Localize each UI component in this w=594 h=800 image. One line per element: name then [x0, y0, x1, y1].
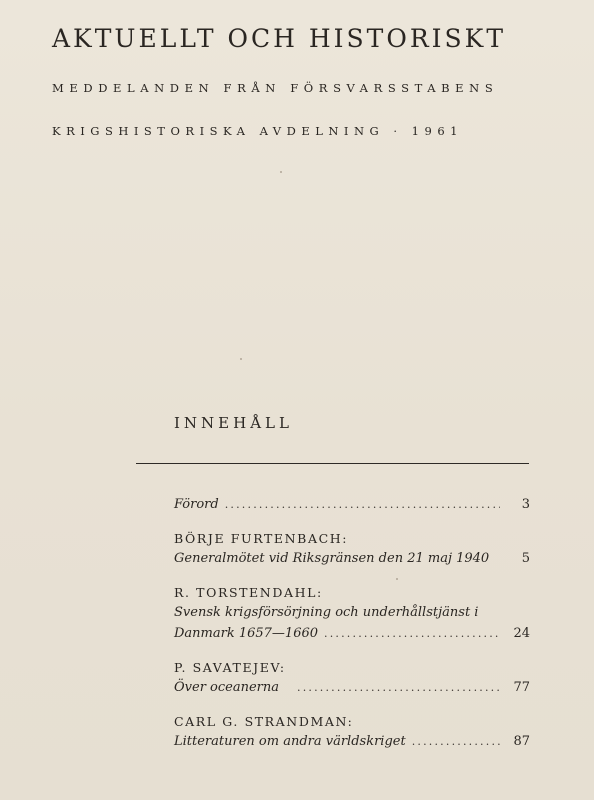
toc-entry-strandman	[174, 713, 530, 752]
toc-line	[174, 677, 530, 698]
toc-entry-foreword	[174, 494, 530, 515]
toc-page-number: 3	[521, 497, 530, 512]
toc-entry-author: P. SAVATEJEV:	[174, 660, 286, 675]
paper-speck	[280, 171, 282, 173]
toc-page-number: 87	[513, 734, 530, 749]
toc-entry-title: Förord	[174, 497, 219, 512]
publication-subtitle-line-2: KRIGSHISTORISKA AVDELNING · 1961	[52, 124, 463, 138]
toc-line	[174, 623, 530, 644]
toc-entry-furtenbach	[174, 530, 530, 569]
paper-speck	[240, 358, 242, 360]
toc-entry-title: Generalmötet vid Riksgränsen den 21 maj 1940	[174, 551, 490, 566]
publication-subtitle-line-1: MEDDELANDEN FRÅN FÖRSVARSSTABENS	[52, 81, 499, 95]
toc-entry-title: Litteraturen om andra världskriget	[174, 734, 406, 749]
dot-leader	[297, 677, 500, 698]
toc-line	[174, 494, 530, 515]
toc-entry-savatejev	[174, 659, 530, 698]
toc-page-number: 24	[513, 626, 530, 641]
toc-entry-torstendahl	[174, 584, 530, 644]
paper-speck	[396, 578, 398, 580]
table-of-contents	[174, 494, 530, 767]
toc-line	[174, 548, 530, 569]
dot-leader	[412, 731, 500, 752]
toc-entry-title-continued: Danmark 1657—1660	[174, 626, 319, 641]
dot-leader	[324, 623, 500, 644]
toc-entry-author: CARL G. STRANDMAN:	[174, 714, 354, 729]
contents-heading: INNEHÅLL	[174, 414, 293, 432]
toc-page-number: 77	[513, 680, 530, 695]
toc-entry-title: Över oceanerna	[174, 680, 279, 695]
toc-line	[174, 731, 530, 752]
dot-leader	[225, 494, 500, 515]
toc-entry-author: R. TORSTENDAHL:	[174, 585, 323, 600]
toc-page-number: 5	[521, 551, 530, 566]
publication-title: AKTUELLT OCH HISTORISKT	[52, 24, 507, 53]
contents-divider	[136, 463, 529, 464]
toc-entry-author: BÖRJE FURTENBACH:	[174, 531, 349, 546]
toc-entry-title: Svensk krigsförsörjning och underhållstjänst i	[174, 605, 479, 620]
